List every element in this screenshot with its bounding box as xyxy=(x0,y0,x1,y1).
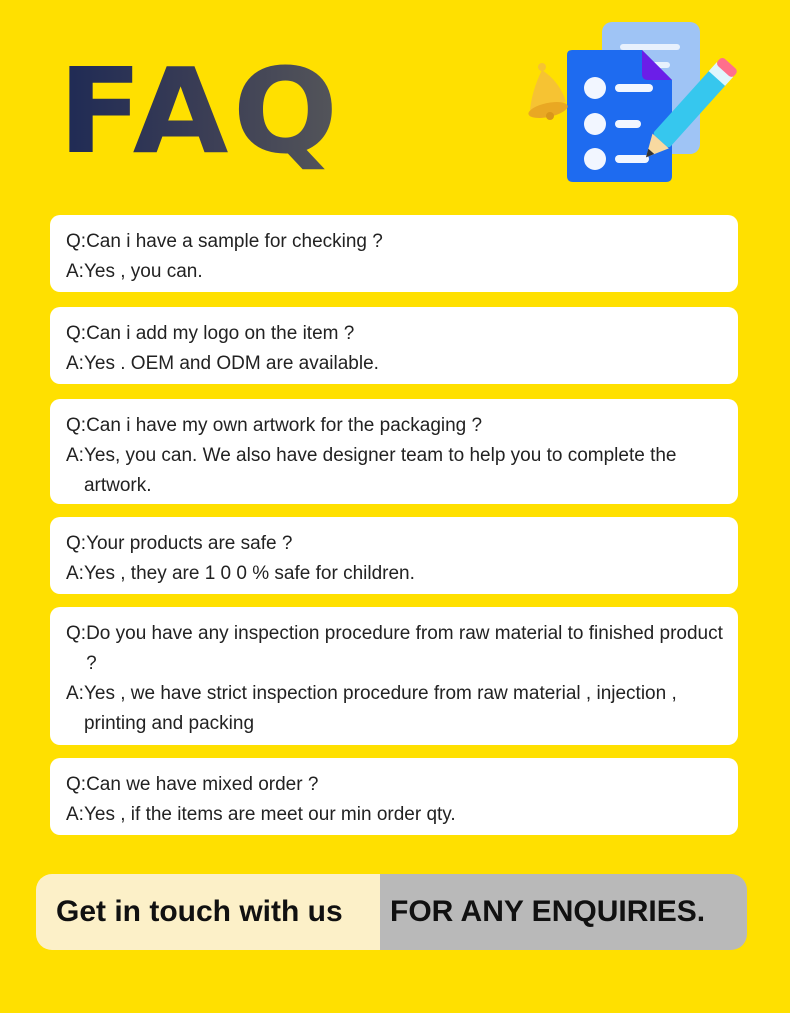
answer-prefix: A: xyxy=(66,563,84,584)
enquiries-text: FOR ANY ENQUIRIES. xyxy=(380,874,747,950)
answer-line xyxy=(66,349,730,379)
faq-card xyxy=(50,758,738,835)
faq-card xyxy=(50,399,738,504)
answer-line xyxy=(66,679,730,739)
faq-card xyxy=(50,307,738,384)
answer-text: Yes , you can. xyxy=(83,261,203,282)
faq-card xyxy=(50,517,738,594)
question-prefix: Q: xyxy=(66,231,87,252)
question-line xyxy=(66,319,730,349)
answer-line xyxy=(66,441,730,501)
answer-prefix: A: xyxy=(66,804,84,825)
answer-prefix: A: xyxy=(66,445,84,466)
question-text: Can we have mixed order ? xyxy=(86,774,319,795)
question-text: Your products are safe ? xyxy=(86,533,293,554)
question-prefix: Q: xyxy=(66,533,87,554)
question-text: Can i have my own artwork for the packaging ? xyxy=(86,415,483,436)
contact-banner[interactable] xyxy=(36,874,747,950)
answer-line xyxy=(66,257,730,287)
question-text: Can i have a sample for checking ? xyxy=(86,231,383,252)
answer-text: Yes , they are 1 0 0 % safe for children. xyxy=(83,563,415,584)
document-icon xyxy=(567,50,672,182)
question-prefix: Q: xyxy=(66,623,87,644)
question-prefix: Q: xyxy=(66,415,87,436)
question-line xyxy=(66,770,730,800)
bell-icon xyxy=(527,63,569,121)
faq-illustration xyxy=(520,18,740,193)
question-line xyxy=(66,619,730,679)
answer-text: Yes . OEM and ODM are available. xyxy=(83,353,379,374)
question-prefix: Q: xyxy=(66,774,87,795)
faq-card xyxy=(50,607,738,745)
faq-card xyxy=(50,215,738,292)
page-title: FAQ xyxy=(58,42,343,180)
answer-text: Yes , if the items are meet our min order qty. xyxy=(83,804,456,825)
question-text: Can i add my logo on the item ? xyxy=(86,323,355,344)
answer-prefix: A: xyxy=(66,261,84,282)
question-text: Do you have any inspection procedure from raw material to finished product ? xyxy=(86,623,723,674)
answer-text: Yes, you can. We also have designer team to help you to complete the artwork. xyxy=(83,445,677,496)
question-prefix: Q: xyxy=(66,323,87,344)
answer-line xyxy=(66,800,730,830)
answer-text: Yes , we have strict inspection procedure from raw material , injection , printing and packing xyxy=(83,683,677,734)
question-line xyxy=(66,227,730,257)
contact-cta-text: Get in touch with us xyxy=(36,874,380,950)
question-line xyxy=(66,529,730,559)
question-line xyxy=(66,411,730,441)
answer-prefix: A: xyxy=(66,353,84,374)
answer-line xyxy=(66,559,730,589)
answer-prefix: A: xyxy=(66,683,84,704)
